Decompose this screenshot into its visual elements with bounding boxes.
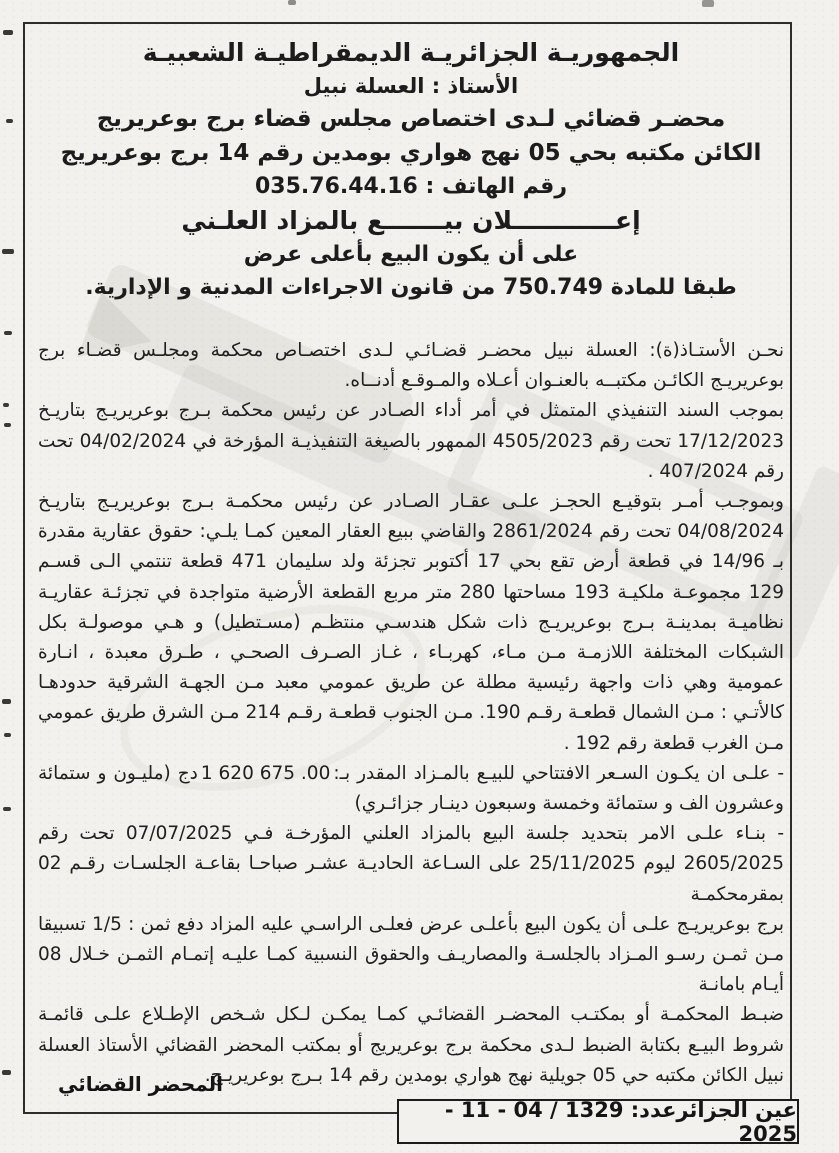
auction-announcement-title: إعــــــــــــلان بيـــــــع بالمزاد العلـني [181,206,641,235]
signature-title: المحضر القضائي [58,1072,224,1096]
officer-name-line: الأستاذ : العسلة نبيل [303,74,519,98]
price-suffix: دج (مليـون و ستمائة وعشرون الف و ستمائة وخمسة وسبعون دينـار جزائـري) [38,762,784,815]
scan-artifact [3,403,9,407]
newspaper-reference-box [397,1099,799,1144]
property-description-paragraph: وبموجـب أمـر بتوقيـع الحجـز علـى عقـار الصـادر عن رئيس محكمـة بـرج بوعريريـج بتاريـخ 04/08/2024 تحت رقم 2861/2024 والقاضي ببيع العقار المعين كمـا يلـي: حقوق عقارية مقدرة بـ 14/96 في قطعة أرض تقع بحي 17 أكتوبر تجزئة ولد سليمان 471 قطعة تنتمي الـى قسـم 129 مجموعـة ملكيـة 193 مساحتها 280 متر مربع القطعة الأرضية متواجدة في تجزئـة عقاريـة نظاميـة بمدينـة بـرج بوعريريـج ذات شكل هندسـي منتظـم (مسـتطيل) و هـي موصولـة بكل الشبكات المختلفة اللازمـة مـن مـاء، كهربـاء ، غـاز الصـرف الصحـي ، طـرق معبدة ، انـارة عمومية وهي ذات واجهة رئيسية مطلة عن طريق عمومي معبد مـن الجهـة الشرقية حدودهـا كالأتـي : مـن الشمال قطعـة رقـم 190. مـن الجنوب قطعـة رقـم 214 مـن الشرق طريق عمومي مـن الغرب قطعة رقم 192 . [38,491,785,754]
price-amount: 1 620 675 .00 [200,762,331,784]
newspaper-reference-text: عين الجزائرعدد: 1329 / 04 - 11 - 2025 [444,1097,797,1146]
scan-artifact [3,807,11,811]
price-prefix: - علـى ان يكـون السـعر الافتتاحي للبيـع بالمـزاد المقدر بـ: [333,762,784,784]
opening-price-paragraph [38,759,784,819]
document-header [38,24,784,304]
scan-artifact [4,423,11,427]
office-address-line: الكائن مكتبه بحي 05 نهج هواري بومدين رقم 14 برج بوعريريج [60,140,762,166]
scan-artifact [2,249,14,254]
phone-number-line: رقم الهاتف : 035.76.44.16 [255,174,567,199]
document-body [38,336,784,1091]
scan-artifact [288,0,296,5]
highest-bid-condition-line: على أن يكون البيع بأعلى عرض [243,242,579,267]
consultation-paragraph: ضبـط المحكمـة أو بمكتـب المحضـر القضائـي كمـا يمكـن لـكل شـخص الإطـلاع علـى قائمـة شروط البيـع بكتابة الضبط لـدى محكمة برج بوعريريج أو بمكتب المحضر القضائي الأستاذ العسلة نبيل الكائن مكتبه حي 05 جويلية نهج هواري بومدين رقم 14 بـرج بوعريريـج. [38,1004,784,1086]
legal-article-line: طبقا للمادة 750.749 من قانون الاجراءات المدنية و الإدارية. [85,275,737,300]
intro-paragraph: نحـن الأستـاذ(ة): العسلة نبيل محضـر قضـائـي لـدى اختصـاص محكمة ومجلـس قضـاء برج بوعريريـج الكائـن مكتبــه بالعنـوان أعـلاه والمـوقـع أدنــاه. [38,340,784,392]
officer-role-line: محضـر قضائي لـدى اختصاص مجلس قضاء برج بوعريريج [96,106,726,132]
scan-artifact [4,331,12,335]
payment-terms-paragraph: برج بوعريريـج علـى أن يكون البيع بأعلـى عرض فعلـى الراسـي عليه المزاد دفع ثمن : 1/5 تسبيقا مـن ثمـن رسـو المـزاد بالجلسـة والمصاريـف والحقوق النسبية كمـا عليـه إتمـام الثمـن خـلال 08 أيـام بامانـة [38,913,784,996]
scan-artifact [4,733,11,737]
scan-artifact [702,0,714,7]
executive-writ-paragraph: بموجب السند التنفيذي المتمثل في أمر أداء الصـادر عن رئيس محكمة بـرج بوعريريـج بتاريـخ 17/12/2023 تحت رقم 4505/2023 الممهور بالصيغة التنفيذيـة المؤرخة في 04/02/2024 تحت رقم 407/2024 . [38,400,784,482]
scan-artifact [3,30,13,35]
scan-artifact [2,1070,11,1075]
republic-title-line: الجمهوريـة الجزائريـة الديمقراطيـة الشعبيـة [142,38,680,67]
scan-artifact [6,119,13,123]
document-content [38,24,784,1091]
auction-session-paragraph: - بنـاء علـى الامر بتحديد جلسة البيع بالمزاد العلني المؤرخـة فـي 07/07/2025 تحت رقم 2605/2025 ليوم 25/11/2025 على السـاعة الحاديـة عشـر صباحـا بقاعـة الجلسـات رقـم 02 بمقرمحكمـة [38,823,784,905]
scan-artifact [2,699,11,704]
